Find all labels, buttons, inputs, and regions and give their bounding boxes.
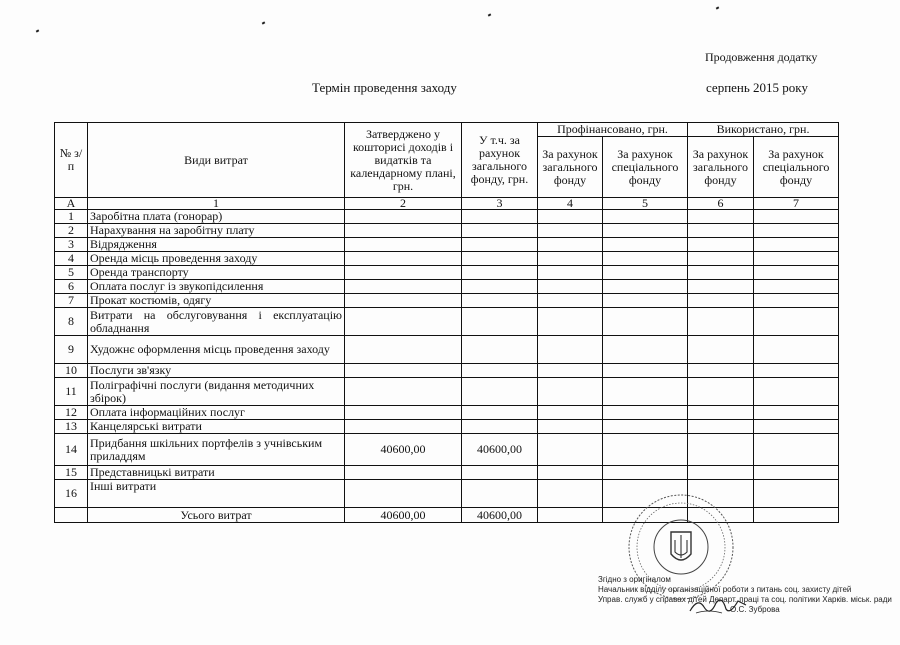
empty-cell — [603, 210, 688, 224]
empty-cell — [688, 210, 754, 224]
table-row — [55, 252, 839, 266]
empty-cell — [538, 238, 603, 252]
empty-cell — [538, 224, 603, 238]
empty-cell — [538, 266, 603, 280]
empty-cell — [754, 280, 839, 294]
col-approved-header: Затверджено у кошторисі доходів і видатків та календарному плані, грн. — [345, 123, 462, 198]
empty-cell — [55, 508, 88, 523]
row-name: Інші витрати — [88, 480, 345, 508]
empty-cell — [538, 480, 603, 508]
row-number: 12 — [55, 406, 88, 420]
empty-cell — [603, 378, 688, 406]
table-row — [55, 308, 839, 336]
total-general: 40600,00 — [462, 508, 538, 523]
period-label: Термін проведення заходу — [312, 80, 457, 95]
row-general — [462, 336, 538, 364]
financed-special-header: За рахунок спеціального фонду — [603, 137, 688, 198]
row-name: Поліграфічні послуги (видання методичних збірок) — [88, 378, 345, 406]
row-approved — [345, 420, 462, 434]
row-approved — [345, 336, 462, 364]
row-general — [462, 378, 538, 406]
empty-cell — [754, 308, 839, 336]
empty-cell — [688, 294, 754, 308]
index-cell: 3 — [462, 198, 538, 210]
row-general — [462, 420, 538, 434]
table-row — [55, 406, 839, 420]
empty-cell — [538, 378, 603, 406]
empty-cell — [688, 434, 754, 466]
empty-cell — [754, 266, 839, 280]
table-row — [55, 294, 839, 308]
table-row — [55, 364, 839, 378]
row-approved — [345, 252, 462, 266]
row-approved — [345, 238, 462, 252]
row-name: Придбання шкільних портфелів з учнівським приладдям — [88, 434, 345, 466]
empty-cell — [603, 364, 688, 378]
row-approved — [345, 466, 462, 480]
scan-speck — [36, 29, 40, 32]
col-number-header: № з/п — [55, 123, 88, 198]
row-approved — [345, 266, 462, 280]
empty-cell — [538, 420, 603, 434]
empty-cell — [603, 434, 688, 466]
empty-cell — [754, 434, 839, 466]
index-cell: 7 — [754, 198, 839, 210]
empty-cell — [754, 364, 839, 378]
row-number: 10 — [55, 364, 88, 378]
empty-cell — [603, 420, 688, 434]
empty-cell — [688, 364, 754, 378]
empty-cell — [754, 466, 839, 480]
row-general — [462, 238, 538, 252]
financed-group-header: Профінансовано, грн. — [538, 123, 688, 137]
row-approved — [345, 364, 462, 378]
table-row — [55, 466, 839, 480]
index-cell: 2 — [345, 198, 462, 210]
row-number: 2 — [55, 224, 88, 238]
period-value: серпень 2015 року — [706, 80, 808, 95]
empty-cell — [603, 294, 688, 308]
empty-cell — [754, 294, 839, 308]
empty-cell — [688, 238, 754, 252]
empty-cell — [754, 480, 839, 508]
table-row — [55, 210, 839, 224]
table-row — [55, 238, 839, 252]
empty-cell — [688, 252, 754, 266]
table-row — [55, 266, 839, 280]
empty-cell — [538, 364, 603, 378]
empty-cell — [688, 336, 754, 364]
row-number: 9 — [55, 336, 88, 364]
empty-cell — [538, 210, 603, 224]
index-cell: 6 — [688, 198, 754, 210]
table-row — [55, 378, 839, 406]
empty-cell — [538, 252, 603, 266]
row-approved: 40600,00 — [345, 434, 462, 466]
empty-cell — [538, 406, 603, 420]
empty-cell — [538, 308, 603, 336]
used-special-header: За рахунок спеціального фонду — [754, 137, 839, 198]
row-name: Прокат костюмів, одягу — [88, 294, 345, 308]
empty-cell — [603, 466, 688, 480]
row-name: Оплата послуг із звукопідсилення — [88, 280, 345, 294]
empty-cell — [688, 378, 754, 406]
empty-cell — [603, 266, 688, 280]
certification-line: Згідно з оригіналом — [598, 575, 671, 584]
used-general-header: За рахунок загального фонду — [688, 137, 754, 198]
empty-cell — [754, 210, 839, 224]
row-general — [462, 466, 538, 480]
empty-cell — [538, 466, 603, 480]
empty-cell — [538, 336, 603, 364]
scan-speck — [488, 13, 492, 16]
row-number: 13 — [55, 420, 88, 434]
table-row — [55, 336, 839, 364]
empty-cell — [688, 406, 754, 420]
row-general — [462, 294, 538, 308]
row-number: 15 — [55, 466, 88, 480]
row-general — [462, 266, 538, 280]
scan-speck — [262, 21, 266, 24]
row-general — [462, 252, 538, 266]
row-approved — [345, 378, 462, 406]
empty-cell — [754, 336, 839, 364]
row-general — [462, 308, 538, 336]
index-cell: 1 — [88, 198, 345, 210]
used-group-header: Використано, грн. — [688, 123, 839, 137]
empty-cell — [603, 224, 688, 238]
row-number: 7 — [55, 294, 88, 308]
continuation-note: Продовження додатку — [705, 50, 818, 64]
row-name: Оренда місць проведення заходу — [88, 252, 345, 266]
empty-cell — [603, 336, 688, 364]
row-name: Канцелярські витрати — [88, 420, 345, 434]
table-row — [55, 420, 839, 434]
empty-cell — [603, 238, 688, 252]
empty-cell — [538, 434, 603, 466]
row-general — [462, 406, 538, 420]
empty-cell — [603, 308, 688, 336]
row-approved — [345, 294, 462, 308]
row-general — [462, 480, 538, 508]
index-cell: А — [55, 198, 88, 210]
row-name: Заробітна плата (гонорар) — [88, 210, 345, 224]
column-index-row — [55, 198, 839, 210]
row-general — [462, 224, 538, 238]
table-row — [55, 434, 839, 466]
row-approved — [345, 210, 462, 224]
empty-cell — [688, 224, 754, 238]
table-header-row — [55, 123, 839, 137]
financed-general-header: За рахунок загального фонду — [538, 137, 603, 198]
certification-line: Начальник відділу організаційної роботи з питань соц. захисту дітей — [598, 585, 852, 594]
empty-cell — [754, 252, 839, 266]
row-general — [462, 210, 538, 224]
certification-line: Управ. служб у справах дітей Департ. праці та соц. політики Харків. міськ. ради — [598, 595, 892, 604]
scan-speck — [716, 6, 720, 9]
row-number: 5 — [55, 266, 88, 280]
row-number: 4 — [55, 252, 88, 266]
empty-cell — [603, 280, 688, 294]
row-name: Витрати на обслуговування і експлуатацію обладнання — [88, 308, 345, 336]
row-name: Послуги зв'язку — [88, 364, 345, 378]
index-cell: 4 — [538, 198, 603, 210]
row-number: 3 — [55, 238, 88, 252]
col-general-incl-header: У т.ч. за рахунок загального фонду, грн. — [462, 123, 538, 198]
expenses-table — [54, 122, 839, 523]
col-kind-header: Види витрат — [88, 123, 345, 198]
row-approved — [345, 224, 462, 238]
index-cell: 5 — [603, 198, 688, 210]
row-general — [462, 280, 538, 294]
row-number: 1 — [55, 210, 88, 224]
row-name: Відрядження — [88, 238, 345, 252]
empty-cell — [538, 280, 603, 294]
table-row — [55, 224, 839, 238]
signer-name: О.С. Зуброва — [730, 605, 780, 614]
row-name: Нарахування на заробітну плату — [88, 224, 345, 238]
empty-cell — [754, 406, 839, 420]
empty-cell — [688, 308, 754, 336]
empty-cell — [603, 406, 688, 420]
table-row — [55, 280, 839, 294]
empty-cell — [603, 252, 688, 266]
row-general: 40600,00 — [462, 434, 538, 466]
row-name: Оплата інформаційних послуг — [88, 406, 345, 420]
certification-block — [598, 575, 892, 615]
empty-cell — [754, 238, 839, 252]
empty-cell — [538, 508, 603, 523]
row-number: 6 — [55, 280, 88, 294]
empty-cell — [688, 466, 754, 480]
row-name: Оренда транспорту — [88, 266, 345, 280]
empty-cell — [754, 508, 839, 523]
empty-cell — [688, 420, 754, 434]
row-number: 8 — [55, 308, 88, 336]
total-approved: 40600,00 — [345, 508, 462, 523]
row-number: 11 — [55, 378, 88, 406]
row-number: 14 — [55, 434, 88, 466]
total-label: Усього витрат — [88, 508, 345, 523]
row-approved — [345, 480, 462, 508]
empty-cell — [754, 224, 839, 238]
row-approved — [345, 280, 462, 294]
row-number: 16 — [55, 480, 88, 508]
row-general — [462, 364, 538, 378]
row-approved — [345, 308, 462, 336]
empty-cell — [754, 378, 839, 406]
empty-cell — [688, 280, 754, 294]
empty-cell — [754, 420, 839, 434]
row-name: Представницькі витрати — [88, 466, 345, 480]
row-name: Художнє оформлення місць проведення заходу — [88, 336, 345, 364]
row-approved — [345, 406, 462, 420]
empty-cell — [538, 294, 603, 308]
empty-cell — [688, 266, 754, 280]
